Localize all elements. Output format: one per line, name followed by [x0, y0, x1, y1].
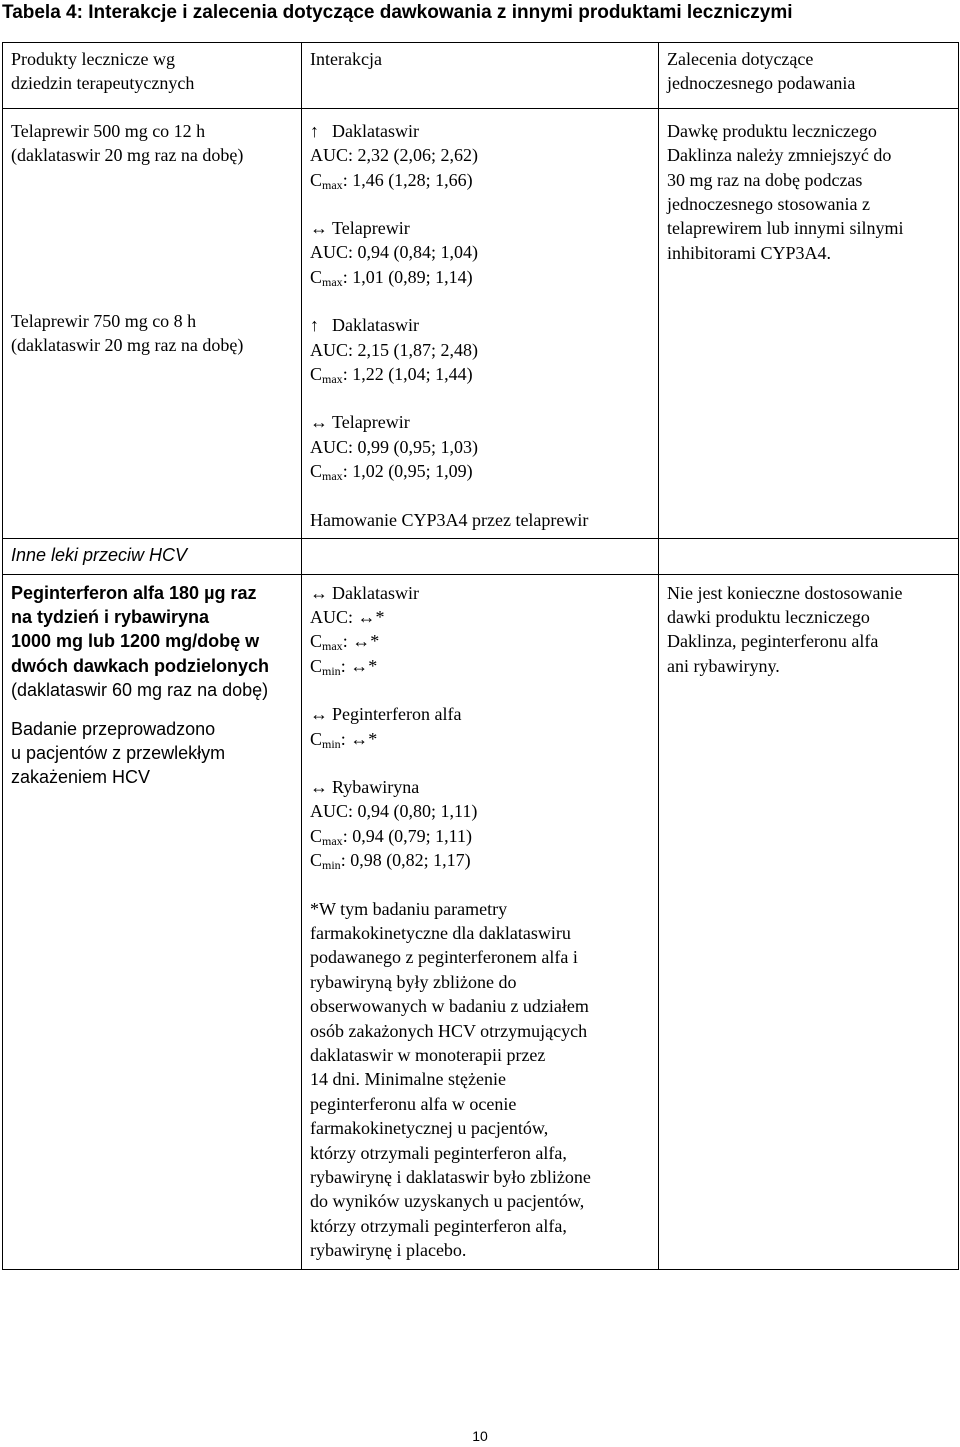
drug-name: Daklataswir [332, 120, 419, 141]
drug-name: Telaprewir [332, 218, 410, 239]
study-note-line: zakażeniem HCV [11, 767, 151, 788]
header-rec-line: Zalecenia dotyczące [667, 49, 814, 69]
recommendation-line: ani rybawiryny. [667, 655, 780, 676]
recommendation-line: jednoczesnego stosowania z [667, 194, 870, 215]
cmax-value: $C_{max}$: 1,01 (0,89; 1,14) [310, 266, 473, 289]
footnote-line: którzy otrzymali peginterferon alfa, [310, 1142, 567, 1163]
interaction-table [2, 42, 959, 1270]
header-rec-line: jednoczesnego podawania [667, 73, 856, 94]
cmax-value: $C_{max}$: 0,94 (0,79; 1,11) [310, 825, 473, 848]
recommendation-line: Daklinza, peginterferonu alfa [667, 631, 879, 652]
auc-value: AUC: ↔* [310, 606, 385, 627]
product-name: Telaprewir 500 mg co 12 h [11, 120, 206, 141]
section-empty-cell [302, 539, 659, 574]
recommendation-line: telaprewirem lub innymi silnymi [667, 218, 904, 239]
footnote-line: obserwowanych w badaniu z udziałem [310, 996, 589, 1017]
interaction-cell-telaprewir [302, 108, 659, 538]
drug-name: Daklataswir [332, 315, 419, 336]
table-row-peginterferon [3, 574, 959, 1269]
drug-name: Telaprewir [332, 412, 410, 433]
footnote-line: *W tym badaniu parametry [310, 898, 508, 919]
cmin-value: $C_{min}$: ↔* [310, 655, 378, 678]
footnote-line: do wyników uzyskanych u pacjentów, [310, 1191, 585, 1212]
footnote [310, 897, 652, 1263]
drug-name: Rybawiryna [332, 776, 420, 797]
product-tel750 [11, 309, 295, 358]
cmax-value: $C_{max}$: ↔* [310, 631, 380, 654]
product-peginterferon [11, 581, 295, 679]
recommendation-line: dawki produktu leczniczego [667, 606, 870, 627]
page-number: 10 [472, 1428, 488, 1444]
recommendation-cell-telaprewir [659, 108, 959, 538]
interaction-peg-daklataswir [310, 581, 652, 679]
auc-value: AUC: 2,32 (2,06; 2,62) [310, 145, 478, 166]
interaction-peg-peginterferon [310, 702, 652, 751]
product-line: dwóch dawkach podzielonych [11, 655, 270, 676]
interaction-tel750-daklataswir [310, 313, 652, 386]
arrow-both-icon: ↔ [310, 776, 328, 797]
product-dose: (daklataswir 20 mg raz na dobę) [11, 335, 244, 356]
arrow-up-icon: ↑ [310, 120, 319, 141]
header-recommendations [659, 43, 959, 109]
arrow-both-icon: ↔ [310, 582, 328, 603]
table-section-row [3, 539, 959, 574]
arrow-both-icon: ↔ [310, 704, 328, 725]
products-cell-telaprewir [3, 108, 302, 538]
header-products-line: dziedzin terapeutycznych [11, 73, 195, 94]
product-line: 1000 mg lub 1200 mg/dobę w [11, 631, 260, 652]
recommendation-line: 30 mg raz na dobę podczas [667, 169, 863, 190]
products-cell-peginterferon [3, 574, 302, 1269]
study-note [11, 717, 295, 790]
footnote-line: farmakokinetycznej u pacjentów, [310, 1118, 549, 1139]
cmax-value: $C_{max}$: 1,22 (1,04; 1,44) [310, 364, 473, 387]
cmin-value: $C_{min}$: ↔* [310, 728, 378, 751]
product-tel500 [11, 119, 295, 309]
interaction-tel750-telaprewir [310, 410, 652, 483]
recommendation-line: Dawkę produktu leczniczego [667, 120, 877, 141]
table-caption: Tabela 4: Interakcje i zalecenia dotyczące dawkowania z innymi produktami leczniczymi [2, 2, 793, 23]
product-name: Telaprewir 750 mg co 8 h [11, 310, 197, 331]
footnote-line: daklataswir w monoterapii przez [310, 1045, 546, 1065]
table-row-telaprewir [3, 108, 959, 538]
auc-value: AUC: 2,15 (1,87; 2,48) [310, 339, 478, 360]
recommendation-cell-peginterferon [659, 574, 959, 1269]
product-line: Peginterferon alfa 180 µg raz [11, 582, 257, 603]
arrow-up-icon: ↑ [310, 315, 319, 336]
arrow-both-icon: ↔ [310, 218, 328, 239]
product-line: na tydzień i rybawiryna [11, 606, 210, 627]
auc-value: AUC: 0,94 (0,80; 1,11) [310, 801, 478, 822]
footnote-line: rybawirynę i daklataswir było zbliżone [310, 1167, 591, 1188]
footnote-line: osób zakażonych HCV otrzymujących [310, 1020, 588, 1041]
header-interaction [302, 43, 659, 109]
auc-value: AUC: 0,94 (0,84; 1,04) [310, 242, 478, 263]
study-note-line: u pacjentów z przewlekłym [11, 742, 226, 763]
section-heading: Inne leki przeciw HCV [3, 539, 302, 574]
interaction-cell-peginterferon [302, 574, 659, 1269]
cmax-value: $C_{max}$: 1,02 (0,95; 1,09) [310, 461, 473, 484]
footnote-line: farmakokinetyczne dla daklataswiru [310, 922, 571, 943]
drug-name: Peginterferon alfa [332, 704, 462, 725]
product-dose: (daklataswir 60 mg raz na dobę) [11, 680, 269, 701]
header-interaction-label: Interakcja [310, 49, 382, 69]
footnote-line: podawanego z peginterferonem alfa i [310, 947, 578, 968]
auc-value: AUC: 0,99 (0,95; 1,03) [310, 436, 478, 457]
recommendation-line: Nie jest konieczne dostosowanie [667, 582, 903, 603]
section-empty-cell [659, 539, 959, 574]
cmin-value: $C_{min}$: 0,98 (0,82; 1,17) [310, 850, 471, 873]
footnote-line: peginterferonu alfa w ocenie [310, 1093, 517, 1114]
header-products [3, 43, 302, 109]
footnote-line: którzy otrzymali peginterferon alfa, [310, 1215, 567, 1236]
footnote-line: 14 dni. Minimalne stężenie [310, 1069, 506, 1090]
cmax-value: $C_{max}$: 1,46 (1,28; 1,66) [310, 169, 473, 192]
interaction-peg-rybawiryna [310, 775, 652, 873]
study-note-line: Badanie przeprowadzono [11, 718, 216, 739]
header-products-line: Produkty lecznicze wg [11, 49, 175, 69]
footnote-line: rybawirynę i placebo. [310, 1240, 467, 1261]
interaction-tel500-daklataswir [310, 119, 652, 192]
interaction-tel500-telaprewir [310, 216, 652, 289]
footnote-line: rybawiryną były zbliżone do [310, 971, 517, 992]
recommendation-line: Daklinza należy zmniejszyć do [667, 145, 892, 166]
arrow-both-icon: ↔ [310, 412, 328, 433]
recommendation-line: inhibitorami CYP3A4. [667, 242, 832, 263]
product-dose: (daklataswir 20 mg raz na dobę) [11, 145, 244, 166]
table-header-row [3, 43, 959, 109]
drug-name: Daklataswir [332, 582, 419, 603]
mechanism-text: Hamowanie CYP3A4 przez telaprewir [310, 509, 589, 530]
